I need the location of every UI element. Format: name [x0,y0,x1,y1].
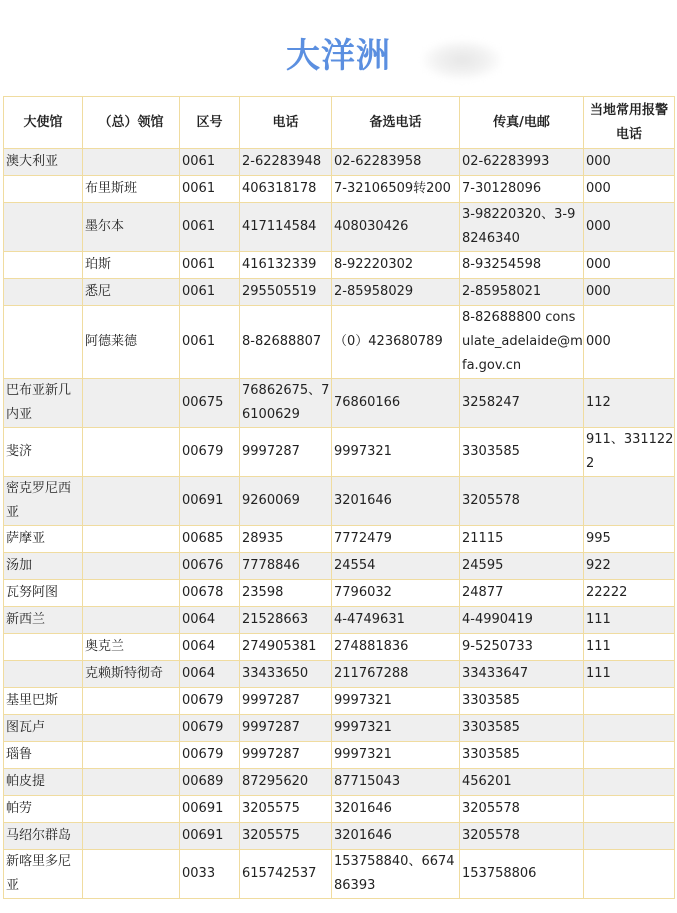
area-code-cell: 0064 [180,661,240,688]
area-code-cell: 0061 [180,203,240,252]
embassy-cell [4,203,83,252]
embassy-cell: 帕劳 [4,796,83,823]
phone-cell: 615742537 [240,850,332,899]
alt-phone-cell: 9997321 [332,742,460,769]
header-police-phone: 当地常用报警电话 [584,97,675,149]
area-code-cell: 0064 [180,634,240,661]
alt-phone-cell: 408030426 [332,203,460,252]
police-phone-cell [584,823,675,850]
embassy-cell: 新西兰 [4,607,83,634]
area-code-cell: 0061 [180,306,240,379]
alt-phone-cell: 8-92220302 [332,252,460,279]
consulate-cell: 珀斯 [83,252,180,279]
fax-email-cell: 4-4990419 [460,607,584,634]
police-phone-cell: 911、3311222 [584,428,675,477]
fax-email-cell: 8-93254598 [460,252,584,279]
alt-phone-cell: 7-32106509转200 [332,176,460,203]
police-phone-cell: 22222 [584,580,675,607]
embassy-cell [4,634,83,661]
fax-email-cell: 9-5250733 [460,634,584,661]
embassy-cell [4,661,83,688]
phone-cell: 9997287 [240,428,332,477]
phone-cell: 21528663 [240,607,332,634]
table-row [4,379,675,428]
phone-cell: 274905381 [240,634,332,661]
phone-cell: 28935 [240,526,332,553]
area-code-cell: 00691 [180,823,240,850]
header-alt-phone: 备选电话 [332,97,460,149]
consulate-cell [83,477,180,526]
embassy-cell: 新喀里多尼亚 [4,850,83,899]
table-row [4,823,675,850]
phone-cell: 417114584 [240,203,332,252]
area-code-cell: 00679 [180,742,240,769]
table-row [4,477,675,526]
fax-email-cell: 2-85958021 [460,279,584,306]
table-row [4,796,675,823]
table-row [4,607,675,634]
area-code-cell: 00679 [180,715,240,742]
area-code-cell: 00691 [180,796,240,823]
consulate-cell: 克赖斯特彻奇 [83,661,180,688]
police-phone-cell: 111 [584,607,675,634]
consulate-cell [83,149,180,176]
header-fax-email: 传真/电邮 [460,97,584,149]
table-body [4,149,675,899]
police-phone-cell [584,688,675,715]
police-phone-cell: 111 [584,661,675,688]
fax-email-cell: 3303585 [460,742,584,769]
embassy-cell: 瑙鲁 [4,742,83,769]
alt-phone-cell: 3201646 [332,796,460,823]
consulate-cell [83,796,180,823]
area-code-cell: 0061 [180,279,240,306]
police-phone-cell [584,769,675,796]
police-phone-cell: 922 [584,553,675,580]
area-code-cell: 0061 [180,149,240,176]
consulate-cell [83,553,180,580]
alt-phone-cell: 3201646 [332,477,460,526]
consulate-cell [83,769,180,796]
fax-email-cell: 153758806 [460,850,584,899]
alt-phone-cell: 2-85958029 [332,279,460,306]
phone-cell: 295505519 [240,279,332,306]
police-phone-cell: 000 [584,149,675,176]
table-header-row [4,97,675,149]
area-code-cell: 00678 [180,580,240,607]
table-row [4,203,675,252]
fax-email-cell: 8-82688800 consulate_adelaide@mfa.gov.cn [460,306,584,379]
phone-cell: 87295620 [240,769,332,796]
alt-phone-cell: 76860166 [332,379,460,428]
phone-cell: 9260069 [240,477,332,526]
police-phone-cell [584,850,675,899]
alt-phone-cell: 9997321 [332,688,460,715]
page-title: 大洋洲 [286,36,391,76]
consulate-cell [83,715,180,742]
fax-email-cell: 3303585 [460,715,584,742]
fax-email-cell: 3303585 [460,688,584,715]
header-phone: 电话 [240,97,332,149]
area-code-cell: 00689 [180,769,240,796]
header-consulate: （总）领馆 [83,97,180,149]
phone-cell: 2-62283948 [240,149,332,176]
fax-email-cell: 3205578 [460,823,584,850]
phone-cell: 406318178 [240,176,332,203]
table-row [4,553,675,580]
embassy-cell: 汤加 [4,553,83,580]
embassy-cell: 巴布亚新几内亚 [4,379,83,428]
police-phone-cell: 111 [584,634,675,661]
consulate-cell [83,850,180,899]
embassy-cell: 基里巴斯 [4,688,83,715]
table-row [4,306,675,379]
table-row [4,252,675,279]
embassy-cell: 马绍尔群岛 [4,823,83,850]
table-row [4,526,675,553]
embassy-cell [4,252,83,279]
fax-email-cell: 3205578 [460,477,584,526]
consulate-cell: 阿德莱德 [83,306,180,379]
embassy-cell [4,176,83,203]
fax-email-cell: 24877 [460,580,584,607]
area-code-cell: 00675 [180,379,240,428]
embassy-contact-table [3,96,675,899]
phone-cell: 9997287 [240,715,332,742]
alt-phone-cell: 211767288 [332,661,460,688]
phone-cell: 76862675、76100629 [240,379,332,428]
table-row [4,688,675,715]
area-code-cell: 0061 [180,252,240,279]
embassy-cell: 斐济 [4,428,83,477]
phone-cell: 416132339 [240,252,332,279]
phone-cell: 23598 [240,580,332,607]
consulate-cell [83,428,180,477]
police-phone-cell: 995 [584,526,675,553]
consulate-cell [83,607,180,634]
phone-cell: 9997287 [240,688,332,715]
alt-phone-cell: 153758840、667486393 [332,850,460,899]
phone-cell: 9997287 [240,742,332,769]
phone-cell: 8-82688807 [240,306,332,379]
fax-email-cell: 3-98220320、3-98246340 [460,203,584,252]
fax-email-cell: 21115 [460,526,584,553]
alt-phone-cell: 24554 [332,553,460,580]
police-phone-cell [584,796,675,823]
table-row [4,742,675,769]
consulate-cell [83,526,180,553]
embassy-cell: 澳大利亚 [4,149,83,176]
table-row [4,580,675,607]
table-row [4,634,675,661]
police-phone-cell [584,477,675,526]
alt-phone-cell: 7772479 [332,526,460,553]
embassy-cell [4,279,83,306]
consulate-cell [83,580,180,607]
alt-phone-cell: 274881836 [332,634,460,661]
table-row [4,769,675,796]
embassy-cell: 萨摩亚 [4,526,83,553]
police-phone-cell [584,715,675,742]
header-area-code: 区号 [180,97,240,149]
embassy-cell: 密克罗尼西亚 [4,477,83,526]
area-code-cell: 00679 [180,428,240,477]
fax-email-cell: 3258247 [460,379,584,428]
area-code-cell: 00676 [180,553,240,580]
blurred-logo [422,40,502,80]
area-code-cell: 00679 [180,688,240,715]
police-phone-cell: 000 [584,176,675,203]
consulate-cell [83,688,180,715]
area-code-cell: 0033 [180,850,240,899]
embassy-cell: 帕皮提 [4,769,83,796]
fax-email-cell: 3205578 [460,796,584,823]
alt-phone-cell: 9997321 [332,715,460,742]
area-code-cell: 0064 [180,607,240,634]
table-row [4,149,675,176]
alt-phone-cell: 02-62283958 [332,149,460,176]
table-row [4,850,675,899]
police-phone-cell: 000 [584,203,675,252]
table-row [4,715,675,742]
header-embassy: 大使馆 [4,97,83,149]
police-phone-cell: 000 [584,279,675,306]
phone-cell: 3205575 [240,796,332,823]
page-header [0,20,677,80]
consulate-cell: 奥克兰 [83,634,180,661]
fax-email-cell: 3303585 [460,428,584,477]
alt-phone-cell: （0）423680789 [332,306,460,379]
table-row [4,176,675,203]
consulate-cell: 布里斯班 [83,176,180,203]
area-code-cell: 00685 [180,526,240,553]
alt-phone-cell: 87715043 [332,769,460,796]
fax-email-cell: 24595 [460,553,584,580]
fax-email-cell: 02-62283993 [460,149,584,176]
police-phone-cell: 000 [584,306,675,379]
table-row [4,428,675,477]
embassy-cell: 瓦努阿图 [4,580,83,607]
table-row [4,279,675,306]
consulate-cell [83,823,180,850]
table-row [4,661,675,688]
embassy-cell: 图瓦卢 [4,715,83,742]
alt-phone-cell: 9997321 [332,428,460,477]
area-code-cell: 0061 [180,176,240,203]
phone-cell: 33433650 [240,661,332,688]
consulate-cell: 墨尔本 [83,203,180,252]
consulate-cell [83,379,180,428]
phone-cell: 3205575 [240,823,332,850]
consulate-cell: 悉尼 [83,279,180,306]
embassy-cell [4,306,83,379]
alt-phone-cell: 7796032 [332,580,460,607]
area-code-cell: 00691 [180,477,240,526]
police-phone-cell: 000 [584,252,675,279]
fax-email-cell: 7-30128096 [460,176,584,203]
consulate-cell [83,742,180,769]
fax-email-cell: 33433647 [460,661,584,688]
fax-email-cell: 456201 [460,769,584,796]
police-phone-cell: 112 [584,379,675,428]
police-phone-cell [584,742,675,769]
alt-phone-cell: 3201646 [332,823,460,850]
phone-cell: 7778846 [240,553,332,580]
alt-phone-cell: 4-4749631 [332,607,460,634]
